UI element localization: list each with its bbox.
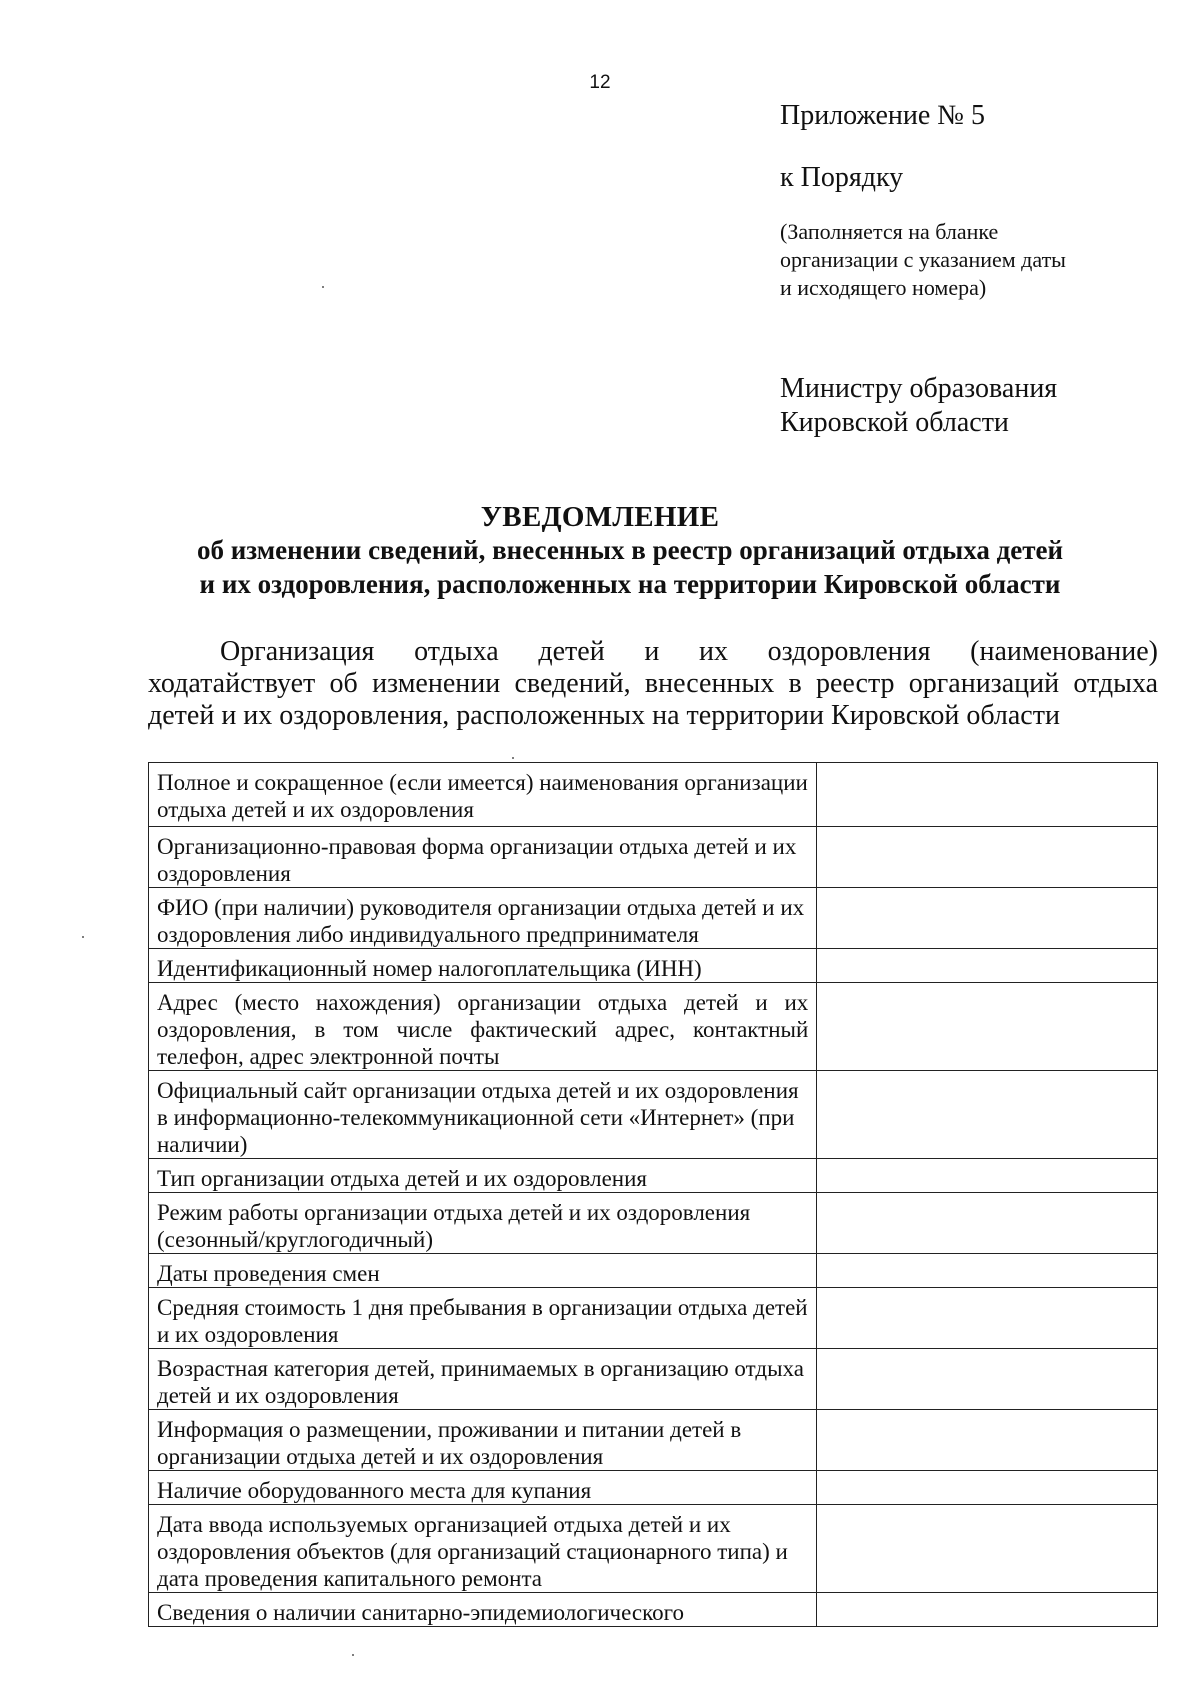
row-label: Информация о размещении, проживании и питании детей в организации отдыха детей и их оздоровления (149, 1410, 817, 1471)
scan-speck (82, 936, 84, 938)
table-row (149, 1593, 1158, 1627)
appendix-note-line: организации с указанием даты (780, 247, 1066, 272)
intro-paragraph (148, 636, 1158, 732)
row-value-field[interactable] (817, 888, 1158, 949)
row-label: Идентификационный номер налогоплательщика (ИНН) (149, 949, 817, 983)
row-value-field[interactable] (817, 827, 1158, 888)
row-value-field[interactable] (817, 949, 1158, 983)
intro-first-line: Организация отдыха детей и их оздоровления (наименование) (220, 636, 1158, 667)
row-label: Адрес (место нахождения) организации отдыха детей и их оздоровления, в том числе фактический адрес, контактный телефон, адрес электронной почты (149, 983, 817, 1071)
row-label: Возрастная категория детей, принимаемых в организацию отдыха детей и их оздоровления (149, 1349, 817, 1410)
row-value-field[interactable] (817, 1593, 1158, 1627)
table-row (149, 1071, 1158, 1159)
appendix-block (780, 98, 1180, 302)
row-label: Полное и сокращенное (если имеется) наименования организации отдыха детей и их оздоровления (149, 763, 817, 827)
scan-speck (322, 286, 324, 288)
table-row (149, 1159, 1158, 1193)
row-value-field[interactable] (817, 1288, 1158, 1349)
table-row (149, 827, 1158, 888)
table-row (149, 1288, 1158, 1349)
intro-rest: ходатайствует об изменении сведений, внесенных в реестр организаций отдыха детей и их оздоровления, расположенных на территории Кировской области (148, 668, 1158, 731)
row-value-field[interactable] (817, 763, 1158, 827)
row-label: Организационно-правовая форма организации отдыха детей и их оздоровления (149, 827, 817, 888)
row-label: Наличие оборудованного места для купания (149, 1471, 817, 1505)
row-label: Дата ввода используемых организацией отдыха детей и их оздоровления объектов (для организаций стационарного типа) и дата проведения капитального ремонта (149, 1505, 817, 1593)
table-row (149, 1193, 1158, 1254)
table-row (149, 1471, 1158, 1505)
addressee (780, 372, 1180, 440)
row-value-field[interactable] (817, 1349, 1158, 1410)
row-label: ФИО (при наличии) руководителя организации отдыха детей и их оздоровления либо индивидуального предпринимателя (149, 888, 817, 949)
row-value-field[interactable] (817, 1071, 1158, 1159)
row-value-field[interactable] (817, 1471, 1158, 1505)
appendix-note (780, 218, 1180, 302)
appendix-order-reference: к Порядку (780, 162, 904, 193)
row-label: Тип организации отдыха детей и их оздоровления (149, 1159, 817, 1193)
table-row (149, 1254, 1158, 1288)
table-row (149, 888, 1158, 949)
addressee-line: Кировской области (780, 407, 1009, 438)
row-value-field[interactable] (817, 1505, 1158, 1593)
appendix-note-line: (Заполняется на бланке (780, 219, 999, 244)
addressee-line: Министру образования (780, 373, 1058, 404)
row-value-field[interactable] (817, 1410, 1158, 1471)
row-value-field[interactable] (817, 1254, 1158, 1288)
form-table (148, 762, 1158, 1627)
notice-subtitle-line: об изменении сведений, внесенных в реестр организаций отдыха детей (196, 535, 1064, 565)
notice-subtitle (140, 533, 1120, 601)
table-row (149, 1349, 1158, 1410)
table-row (149, 763, 1158, 827)
scan-speck (352, 1654, 354, 1656)
table-row (149, 983, 1158, 1071)
appendix-title: Приложение № 5 (780, 100, 985, 131)
notice-subtitle-line: и их оздоровления, расположенных на территории Кировской области (199, 569, 1061, 599)
table-row (149, 1410, 1158, 1471)
appendix-note-line: и исходящего номера) (780, 275, 987, 300)
row-value-field[interactable] (817, 983, 1158, 1071)
scan-speck (512, 757, 514, 759)
row-value-field[interactable] (817, 1193, 1158, 1254)
row-label: Режим работы организации отдыха детей и их оздоровления (сезонный/круглогодичный) (149, 1193, 817, 1254)
page-number: 12 (589, 72, 611, 93)
row-label: Даты проведения смен (149, 1254, 817, 1288)
row-label: Официальный сайт организации отдыха детей и их оздоровления в информационно-телекоммуникационной сети «Интернет» (при наличии) (149, 1071, 817, 1159)
notice-title: УВЕДОМЛЕНИЕ (480, 501, 720, 533)
table-row (149, 1505, 1158, 1593)
row-value-field[interactable] (817, 1159, 1158, 1193)
row-label: Сведения о наличии санитарно-эпидемиологического (149, 1593, 817, 1627)
row-label: Средняя стоимость 1 дня пребывания в организации отдыха детей и их оздоровления (149, 1288, 817, 1349)
table-row (149, 949, 1158, 983)
